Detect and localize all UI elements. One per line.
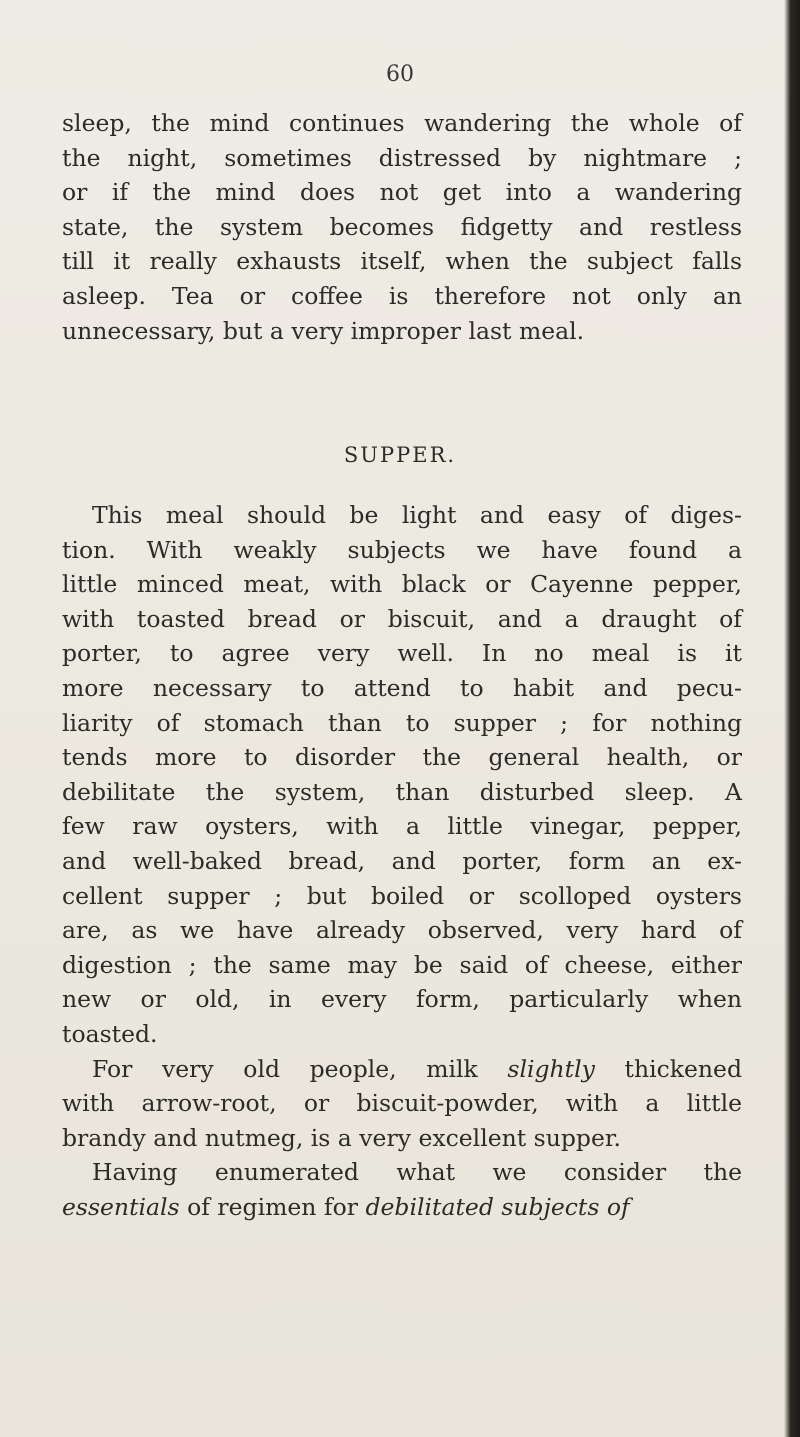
text-line: debilitate the system, than disturbed sleep. A xyxy=(62,777,742,806)
text-line: brandy and nutmeg, is a very excellent supper. xyxy=(62,1123,621,1152)
text-line: little minced meat, with black or Cayenne pepper, xyxy=(62,570,742,599)
text-line: Having enumerated what we consider the xyxy=(92,1158,742,1187)
text-line: more necessary to attend to habit and pecu- xyxy=(62,673,742,702)
text-line: state, the system becomes fidgetty and restless xyxy=(62,212,742,241)
text-run: thickened xyxy=(594,1054,742,1083)
text-line: tion. With weakly subjects we have found a xyxy=(62,535,742,564)
text-line: the night, sometimes distressed by nightmare ; xyxy=(62,143,742,172)
text-line: are, as we have already observed, very hard of xyxy=(62,916,742,945)
text-line: liarity of stomach than to supper ; for nothing xyxy=(62,708,742,737)
supper-paragraph xyxy=(62,498,742,1224)
italic-run: slightly xyxy=(507,1054,595,1083)
text-line: with arrow-root, or biscuit-powder, with a little xyxy=(62,1089,742,1118)
italic-run: essentials xyxy=(62,1192,180,1221)
text-run: of regimen for xyxy=(179,1192,366,1221)
page-number: 60 xyxy=(386,62,414,87)
page-edge-shadow xyxy=(784,0,800,1437)
italic-run: debilitated subjects of xyxy=(365,1192,630,1221)
text-line: porter, to agree very well. In no meal is it xyxy=(62,639,742,668)
text-line: tends more to disorder the general health, or xyxy=(62,743,742,772)
text-line: digestion ; the same may be said of cheese, either xyxy=(62,950,742,979)
text-run: For very old people, milk xyxy=(92,1054,508,1083)
text-line: few raw oysters, with a little vinegar, pepper, xyxy=(62,812,742,841)
section-heading: SUPPER. xyxy=(343,443,457,467)
text-line: toasted. xyxy=(62,1019,158,1048)
text-line: with toasted bread or biscuit, and a draught of xyxy=(62,604,742,633)
text-line-with-italic xyxy=(62,1190,742,1225)
text-line: unnecessary, but a very improper last meal. xyxy=(62,316,585,345)
text-line: or if the mind does not get into a wandering xyxy=(62,178,742,207)
text-line: new or old, in every form, particularly when xyxy=(62,985,742,1014)
text-line: and well-baked bread, and porter, form an ex- xyxy=(62,846,742,875)
text-line: cellent supper ; but boiled or scolloped oysters xyxy=(62,881,742,910)
text-line: asleep. Tea or coffee is therefore not only an xyxy=(62,281,742,310)
continued-paragraph xyxy=(62,106,742,348)
text-line-with-italic xyxy=(62,1052,742,1087)
text-line: sleep, the mind continues wandering the whole of xyxy=(62,109,742,137)
text-line: This meal should be light and easy of diges- xyxy=(92,501,742,529)
text-line: till it really exhausts itself, when the subject falls xyxy=(62,247,742,276)
